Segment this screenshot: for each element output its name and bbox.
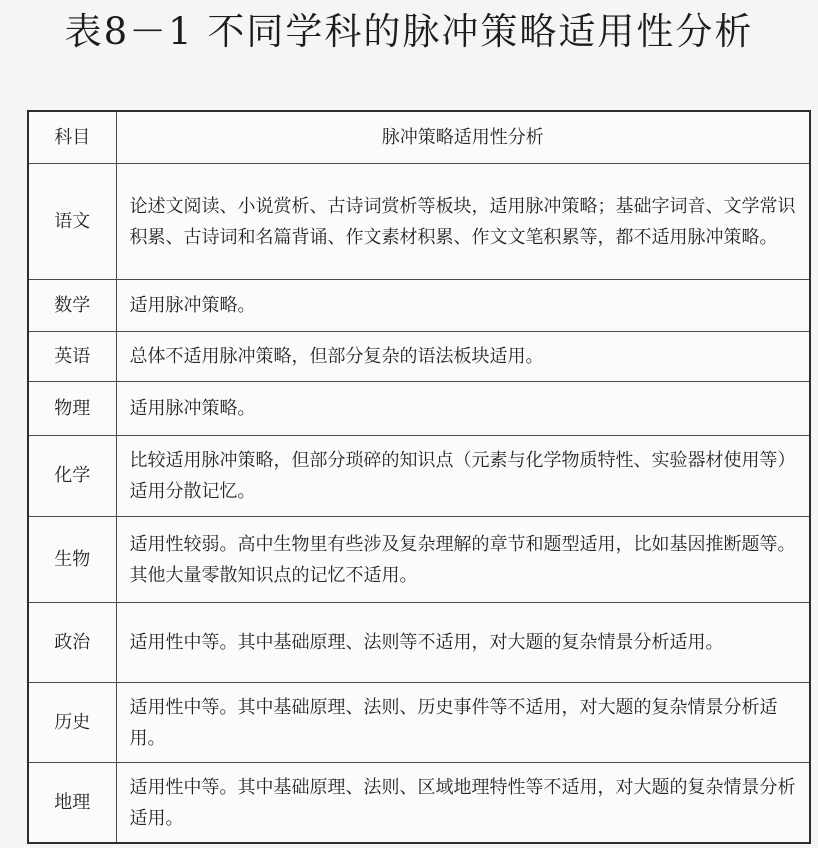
subject-table-container xyxy=(27,110,809,844)
table-row xyxy=(28,381,810,435)
subject-cell: 化学 xyxy=(28,435,116,516)
table-row xyxy=(28,762,810,843)
header-analysis: 脉冲策略适用性分析 xyxy=(116,111,810,163)
table-row xyxy=(28,682,810,762)
table-row xyxy=(28,435,810,516)
subject-cell: 物理 xyxy=(28,381,116,435)
analysis-cell: 适用脉冲策略。 xyxy=(116,279,810,331)
header-subject: 科目 xyxy=(28,111,116,163)
subject-cell: 历史 xyxy=(28,682,116,762)
subject-cell: 数学 xyxy=(28,279,116,331)
subject-cell: 地理 xyxy=(28,762,116,843)
subject-cell: 政治 xyxy=(28,602,116,682)
table-row xyxy=(28,279,810,331)
analysis-cell: 适用性中等。其中基础原理、法则、区域地理特性等不适用，对大题的复杂情景分析适用。 xyxy=(116,762,810,843)
analysis-cell: 总体不适用脉冲策略，但部分复杂的语法板块适用。 xyxy=(116,331,810,381)
subject-strategy-table xyxy=(27,110,811,844)
table-header-row xyxy=(28,111,810,163)
table-row xyxy=(28,602,810,682)
table-row xyxy=(28,331,810,381)
subject-cell: 英语 xyxy=(28,331,116,381)
table-row xyxy=(28,516,810,602)
analysis-cell: 适用性中等。其中基础原理、法则、历史事件等不适用，对大题的复杂情景分析适用。 xyxy=(116,682,810,762)
analysis-cell: 适用脉冲策略。 xyxy=(116,381,810,435)
analysis-cell: 适用性中等。其中基础原理、法则等不适用，对大题的复杂情景分析适用。 xyxy=(116,602,810,682)
subject-cell: 语文 xyxy=(28,163,116,279)
analysis-cell: 适用性较弱。高中生物里有些涉及复杂理解的章节和题型适用，比如基因推断题等。其他大量零散知识点的记忆不适用。 xyxy=(116,516,810,602)
table-row xyxy=(28,163,810,279)
analysis-cell: 论述文阅读、小说赏析、古诗词赏析等板块，适用脉冲策略；基础字词音、文学常识积累、古诗词和名篇背诵、作文素材积累、作文文笔积累等，都不适用脉冲策略。 xyxy=(116,163,810,279)
analysis-cell: 比较适用脉冲策略，但部分琐碎的知识点（元素与化学物质特性、实验器材使用等）适用分散记忆。 xyxy=(116,435,810,516)
page-title: 表8－1 不同学科的脉冲策略适用性分析 xyxy=(64,10,754,53)
subject-cell: 生物 xyxy=(28,516,116,602)
